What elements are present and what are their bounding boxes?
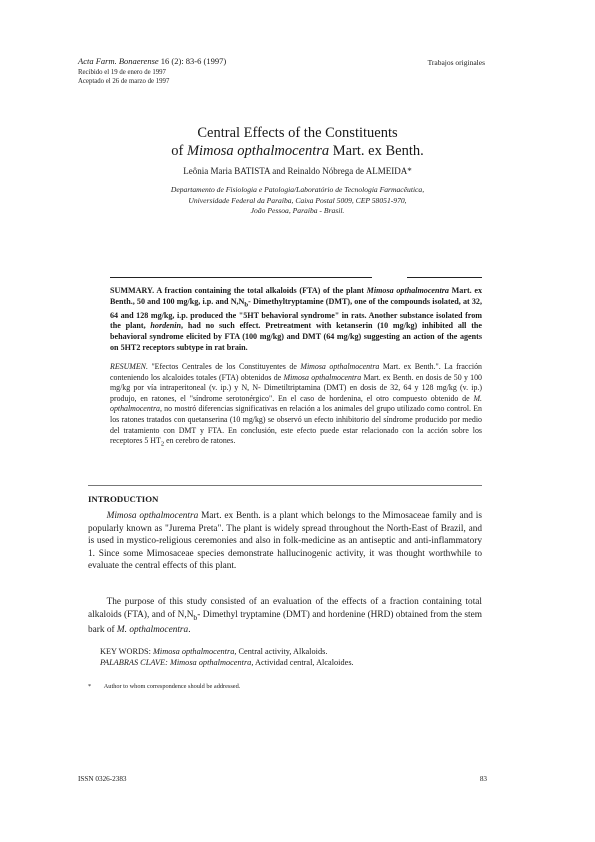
submission-dates [78,68,169,86]
title-prefix: of [171,143,187,159]
resumen-text: en cerebro de ratones. [164,436,236,446]
resumen-text: , no mostró diferencias significativas en relación a los animales del grupo utilizado como control. En los ratones tratados con quetanserina (10 mg/kg) se observó un efecto inhibitorio del síndrome producido por medio del tratamiento con DMT y FTA. En conclusión, este efecto puede estar relacionado con la acción sobre los receptores 5 HT [110,404,482,446]
summary-text: , had no such effect. Pretreatment with ketanserin (10 mg/kg) inhibited all the behavioral syndrome elicited by FTA (100 mg/kg) and DMT (64 mg/kg) suggesting an action of the agents on 5HT2 receptors subtype in rat brain. [110,321,482,352]
palabras-clave-species: Mimosa opthalmocentra [169,658,252,667]
keywords-label: KEY WORDS: [100,647,151,656]
journal-citation [78,56,226,66]
section-heading-introduction: INTRODUCTION [88,494,159,504]
footnote-text: Author to whom correspondence should be addressed. [103,683,241,690]
affiliation [0,185,595,217]
received-date: Recibido el 19 de enero de 1997 [78,69,166,76]
intro-paragraph-1 [88,510,482,573]
section-label: Trabajos originales [427,58,485,67]
intro-species: M. opthalmocentra [116,624,189,635]
keywords-line [100,646,480,657]
summary-subscript: b [244,301,249,309]
journal-name: Acta Farm. Bonaerense [78,56,159,66]
intro-text: - Dimethyl tryptamine (DMT) and hordenine (HRD) obtained from the stem bark of [88,609,482,635]
summary-species: Mimosa opthalmocentra [366,286,449,295]
resumen-text: Mart. ex Benth.". La fracción conteniendo los alcaloides totales (FTA) obtenidos de [110,362,482,382]
intro-text: Mart. ex Benth. is a plant which belongs to the Mimosaceae family and is popularly known as "Jurema Preta". The plant is widely spread throughout the North-East of Brazil, and is used in mystico-religious ceremonies and also in folk-medicine as an antiseptic and anti-inflammatory 1. Since some Mimosaceae species demonstrate hallucinogenic activity, it was thought worthwhile to evaluate the central effects of this plant. [88,511,482,571]
section-divider [88,485,482,486]
summary-label: SUMMARY. [110,286,155,295]
intro-text: . [188,624,191,635]
summary-paragraph [110,286,482,353]
resumen-species: Mimosa opthalmocentra [300,362,380,371]
authors: Leônia Maria BATISTA and Reinaldo Nóbrega de ALMEIDA* [183,166,412,176]
resumen-text: "Efectos Centrales de los Constituyentes de [147,362,301,371]
intro-subscript: b [193,612,198,622]
journal-volume: 16 (2): 83-6 (1997) [160,56,227,66]
resumen-paragraph [110,362,482,450]
resumen-species: Mimosa opthalmocentra [283,372,362,382]
divider-rule [110,277,372,278]
divider-rule [407,277,482,278]
palabras-clave-label: PALABRAS CLAVE: [100,658,168,667]
affiliation-line: Universidade Federal da Paraíba, Caixa Postal 5009, CEP 58051-970, [188,195,407,205]
accepted-date: Aceptado el 26 de marzo de 1997 [78,78,170,85]
affiliation-line: João Pessoa, Paraíba - Brasil. [250,206,345,215]
title-line-1: Central Effects of the Constituents [197,125,398,141]
title-suffix: Mart. ex Benth. [329,143,424,159]
summary-text: Mart. ex Benth., 50 and 100 mg/kg, i.p. and N,N [110,286,482,306]
palabras-clave-line [100,657,480,668]
title-species: Mimosa opthalmocentra [186,143,330,159]
summary-text: - Dimethyltryptamine (DMT), one of the compounds isolated, at 32, 64 and 128 mg/kg, i.p. produced the "5HT behavioral syndrome" in rats. Another substance isolated from the plant, [110,296,482,331]
resumen-label: RESUMEN. [110,362,148,371]
footnote [88,683,240,690]
paper-title [0,124,595,160]
intro-species: Mimosa opthalmocentra [106,511,199,521]
resumen-subscript: 2 [160,440,165,448]
resumen-species: M. opthalmocentra [110,393,482,414]
title-line-2 [0,142,595,160]
palabras-clave-text: , Actividad central, Alcaloides. [251,658,354,667]
issn: ISSN 0326-2383 [78,775,127,783]
summary-text: A fraction containing the total alkaloids (FTA) of the plant [154,286,367,295]
summary-hordenin: hordenin [150,321,181,331]
intro-text: The purpose of this study consisted of an evaluation of the effects of a fraction containing total alkaloids (FTA), and of N,N [88,597,482,620]
keywords-species: Mimosa opthalmocentra [153,647,235,656]
resumen-text: Mart. ex Benth. en dosis de 50 y 100 mg/kg por vía intraperitoneal (v. ip.) y N, N- Dimetiltriptamina (DMT) en dosis de 32, 64 y 128 mg/kg (v. ip.) produjo, en ratones, el "síndrome serotonérgico". En el caso de hordenina, el otro compuesto obtenido de [110,372,483,403]
keywords-text: , Central activity, Alkaloids. [234,647,328,656]
page-number: 83 [479,775,487,783]
footnote-mark: * [88,683,92,690]
intro-paragraph-2 [88,596,482,636]
affiliation-line: Departamento de Fisiologia e Patologia/Laboratório de Tecnologia Farmacêutica, [170,185,425,194]
